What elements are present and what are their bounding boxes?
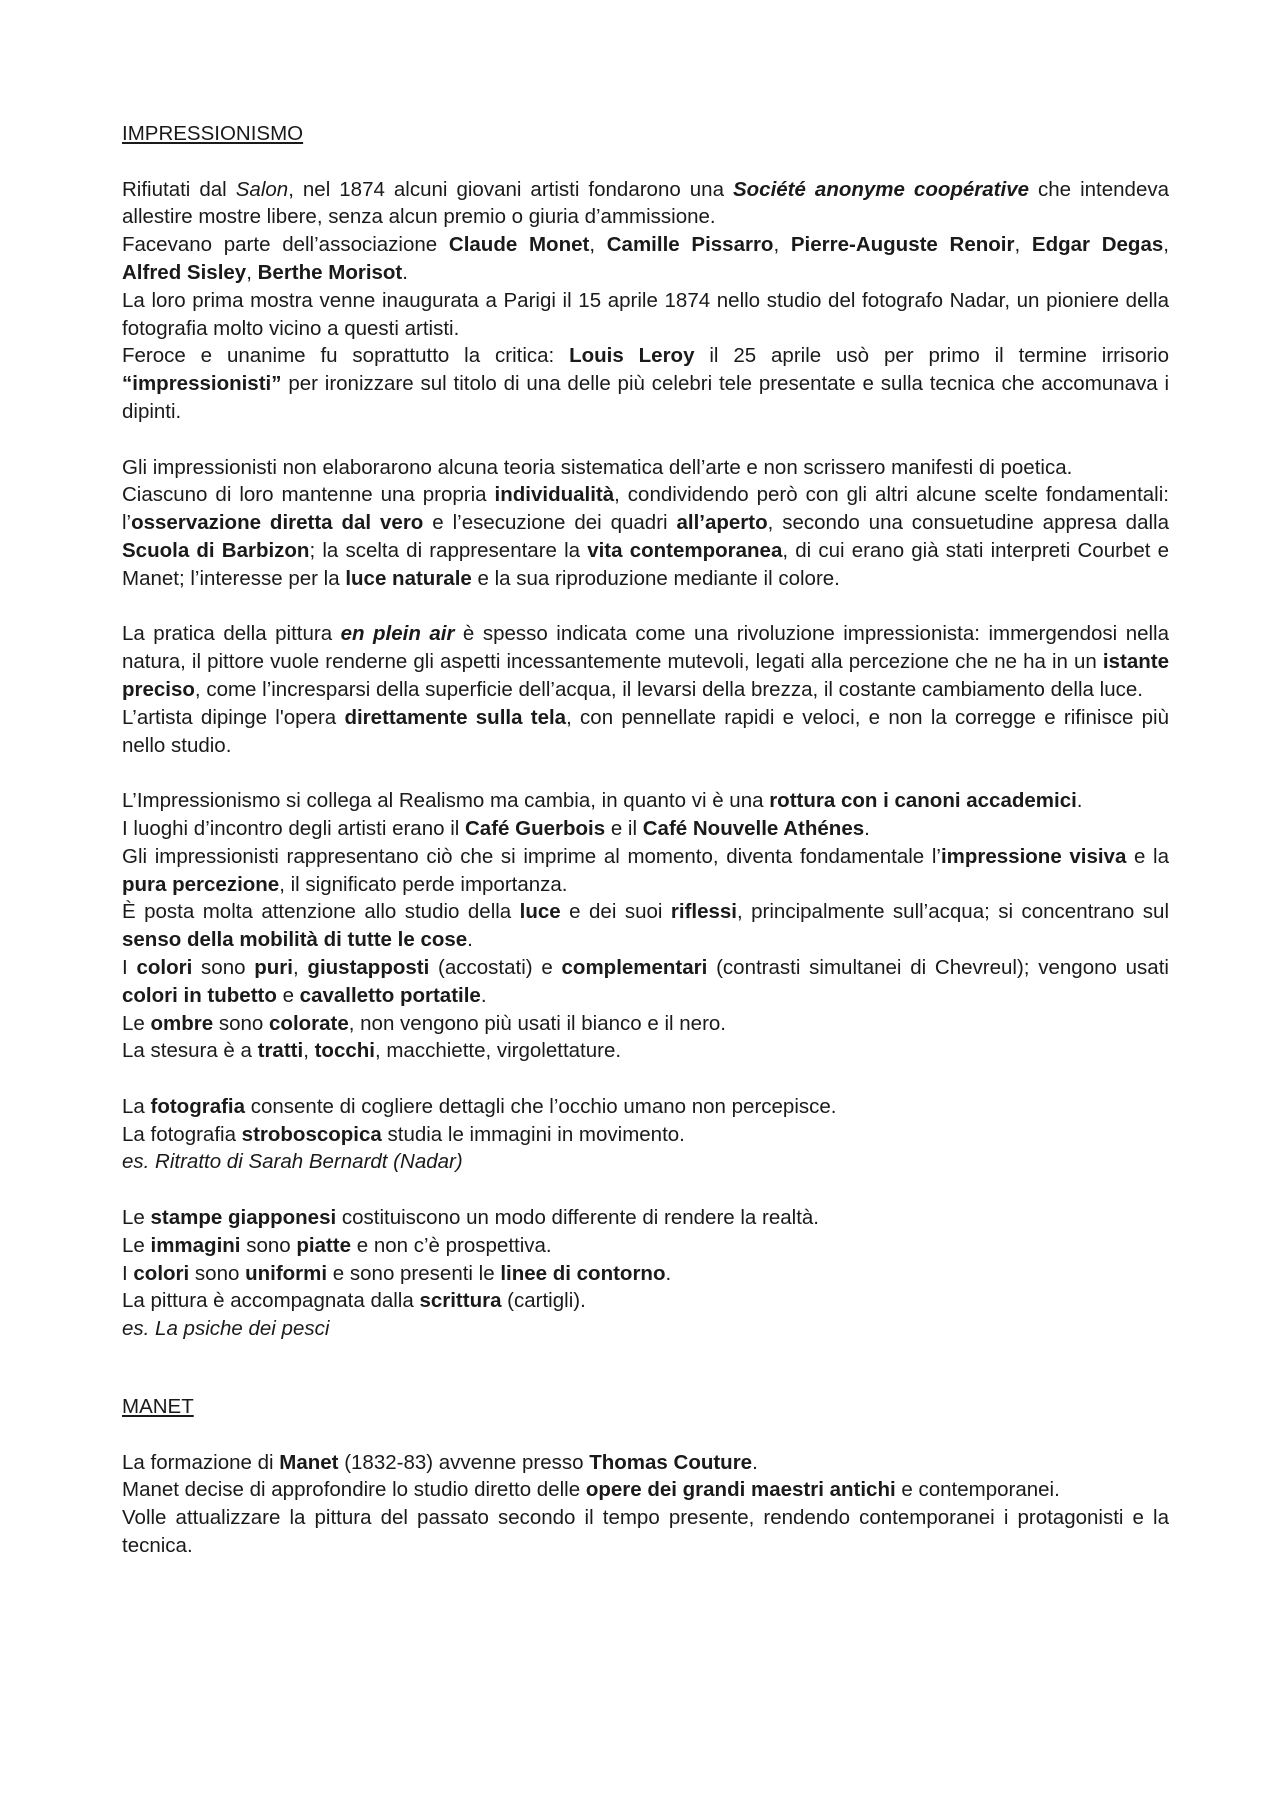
paragraph [122,620,1169,703]
paragraph [122,954,1169,1010]
text-run: (accostati) e [429,955,562,979]
text-run: La fotografia [122,1122,242,1146]
text-run: Rifiutati dal [122,177,236,201]
text-run: La stesura è a [122,1039,258,1063]
bold-text: stampe giapponesi [150,1206,337,1230]
bold-text: Berthe Morisot [257,260,403,284]
text-run: , [303,1039,315,1063]
paragraph [122,342,1169,425]
text-run: È posta molta attenzione allo studio della [122,900,520,924]
text-run: , [292,955,308,979]
text-run: che intendeva allestire mostre libere, senza alcun premio o giuria d’ammissione. [122,177,1169,229]
paragraph [122,1287,1169,1315]
bold-italic-text: Société anonyme coopérative [732,177,1030,201]
text-run: (contrasti simultanei di Chevreul); vengono usati [707,955,1169,979]
bold-text: immagini [150,1233,241,1257]
bold-text: piatte [296,1233,352,1257]
italic-text: Salon [235,177,289,201]
bold-text: direttamente sulla tela [344,705,567,729]
text-run: , secondo una consuetudine appresa dalla [767,511,1169,535]
bold-text: colori in tubetto [122,983,277,1007]
text-run: La pittura è accompagnata dalla [122,1289,420,1313]
text-run: Gli impressionisti rappresentano ciò che si imprime al momento, diventa fondamentale l’ [122,844,941,868]
bold-text: opere dei grandi maestri antichi [585,1478,896,1502]
bold-text: Manet [279,1450,339,1474]
text-run: Le [122,1233,151,1257]
text-run: Ciascuno di loro mantenne una propria [122,483,495,507]
document-page [122,120,1169,1560]
text-run: La [122,1094,151,1118]
block-spacer [122,593,1169,621]
text-run: , macchiette, virgolettature. [374,1039,622,1063]
text-run: (cartigli). [501,1289,586,1313]
text-run: . [402,260,408,284]
text-run: (1832-83) avvenne presso [338,1450,590,1474]
text-run: L’artista dipinge l'opera [122,705,345,729]
paragraph [122,898,1169,954]
paragraph [122,1476,1169,1504]
text-run: ; la scelta di rappresentare la [309,538,588,562]
paragraph [122,704,1169,760]
paragraph [122,176,1169,232]
bold-text: osservazione diretta dal vero [131,511,424,535]
text-run: , con pennellate rapidi e veloci, e non la corregge e rifinisce più nello studio. [122,705,1169,757]
paragraph [122,1232,1169,1260]
heading-spacer [122,1421,1169,1449]
heading-spacer [122,148,1169,176]
text-run: I luoghi d’incontro degli artisti erano il [122,816,465,840]
bold-text: cavalletto portatile [299,983,481,1007]
bold-text: riflessi [670,900,737,924]
bold-text: senso della mobilità di tutte le cose [122,928,468,952]
bold-text: colori [133,1261,190,1285]
paragraph [122,815,1169,843]
text-run: e l’esecuzione dei quadri [423,511,677,535]
text-run: , nel 1874 alcuni giovani artisti fondarono una [288,177,733,201]
text-run: , il significato perde importanza. [279,872,568,896]
text-run: , [589,233,607,257]
text-run: , [1163,233,1169,257]
text-run: , come l’incresparsi della superficie dell’acqua, il levarsi della brezza, il costante cambiamento della luce. [194,677,1143,701]
text-run: , di cui erano già stati interpreti Courbet e Manet; l’interesse per la [122,538,1169,590]
bold-text: tratti [257,1039,304,1063]
text-run: , [1014,233,1032,257]
text-run: . [1076,789,1083,813]
bold-text: “impressionisti” [122,372,282,396]
bold-text: uniformi [245,1261,328,1285]
text-run: consente di cogliere dettagli che l’occhio umano non percepisce. [245,1094,837,1118]
text-run: L’Impressionismo si collega al Realismo ma cambia, in quanto vi è una [122,789,770,813]
bold-text: complementari [561,955,708,979]
text-run: sono [192,955,255,979]
text-run: , [246,260,258,284]
block-spacer [122,1065,1169,1093]
bold-text: luce naturale [345,566,472,590]
paragraph [122,1093,1169,1121]
text-run: per ironizzare sul titolo di una delle più celebri tele presentate e sulla tecnica che accomunava i dipinti. [122,372,1169,423]
text-run: La formazione di [122,1450,280,1474]
bold-text: scrittura [419,1289,502,1313]
text-run: , condividendo però con gli altri alcune scelte fondamentali: l’ [122,483,1169,535]
text-run: e la [1126,844,1169,868]
text-run: e non c’è prospettiva. [351,1233,552,1257]
text-run: costituiscono un modo differente di rendere la realtà. [336,1206,819,1230]
text-run: Facevano parte dell’associazione [122,233,449,257]
text-run: e dei suoi [560,900,671,924]
text-run: sono [213,1011,270,1035]
text-run: . [752,1450,758,1474]
bold-text: colorate [269,1011,349,1035]
paragraph [122,481,1169,592]
section-spacer [122,1343,1169,1393]
text-run: , non vengono più usati il bianco e il nero. [348,1011,726,1035]
text-run: sono [240,1233,297,1257]
bold-text: Claude Monet [448,233,590,257]
text-run: , [773,233,791,257]
paragraph [122,1037,1169,1065]
text-run: e contemporanei. [895,1478,1060,1502]
bold-text: colori [136,955,193,979]
bold-text: vita contemporanea [587,538,783,562]
bold-text: all’aperto [676,511,768,535]
text-run: Le [122,1011,151,1035]
italic-text: es. Ritratto di Sarah Bernardt (Nadar) [122,1150,463,1174]
italic-text: es. La psiche dei pesci [122,1317,330,1341]
text-run: I [122,955,137,979]
bold-italic-text: en plein air [340,622,455,646]
bold-text: fotografia [150,1094,246,1118]
text-run: è spesso indicata come una rivoluzione impressionista: immergendosi nella natura, il pittore vuole renderne gli aspetti incessantemente mutevoli, legati alla percezione che ne ha in un [122,622,1170,674]
bold-text: luce [519,900,561,924]
block-spacer [122,1176,1169,1204]
text-run: . [665,1261,672,1285]
paragraph [122,787,1169,815]
text-run: I [122,1261,134,1285]
paragraph [122,1010,1169,1038]
bold-text: ombre [150,1011,214,1035]
bold-text: Scuola di Barbizon [122,538,310,562]
paragraph [122,1204,1169,1232]
bold-text: Pierre-Auguste Renoir [790,233,1015,257]
bold-text: impressione visiva [940,844,1127,868]
text-run: Gli impressionisti non elaborarono alcuna teoria sistematica dell’arte e non scrissero manifesti di poetica. [122,455,1073,479]
text-run: sono [189,1261,246,1285]
bold-text: Thomas Couture [589,1450,753,1474]
text-run: il 25 aprile usò per primo il termine irrisorio [694,344,1170,368]
text-run: . [480,983,487,1007]
text-run: . [467,928,473,952]
bold-text: Camille Pissarro [606,233,774,257]
bold-text: tocchi [314,1039,375,1063]
bold-text: giustapposti [307,955,430,979]
block-spacer [122,759,1169,787]
paragraph [122,1449,1169,1477]
bold-text: stroboscopica [241,1122,382,1146]
paragraph [122,454,1169,482]
text-run: e la sua riproduzione mediante il colore. [471,566,840,590]
bold-text: Alfred Sisley [122,260,247,284]
text-run: , principalmente sull’acqua; si concentrano sul [737,900,1169,924]
text-run: e [276,983,300,1007]
text-run: e sono presenti le [327,1261,501,1285]
text-run: studia le immagini in movimento. [381,1122,685,1146]
text-run: . [864,816,870,840]
text-run: Volle attualizzare la pittura del passato secondo il tempo presente, rendendo contemporanei i protagonisti e la tecnica. [122,1506,1169,1558]
paragraph [122,1148,1169,1176]
bold-text: Edgar Degas [1031,233,1164,257]
paragraph [122,1504,1169,1560]
text-run: La loro prima mostra venne inaugurata a Parigi il 15 aprile 1874 nello studio del fotografo Nadar, un pioniere della fotografia molto vicino a questi artisti. [122,288,1169,340]
bold-text: pura percezione [122,872,280,896]
paragraph [122,287,1169,343]
text-run: e il [605,816,643,840]
text-run: La pratica della pittura [122,622,341,646]
bold-text: Louis Leroy [569,344,695,368]
section-heading: MANET [122,1395,194,1419]
bold-text: istante preciso [122,650,1169,701]
bold-text: linee di contorno [500,1261,666,1285]
text-run: Le [122,1206,151,1230]
section-heading: IMPRESSIONISMO [122,122,304,145]
bold-text: rottura con i canoni accademici [769,789,1077,813]
bold-text: individualità [494,483,615,507]
paragraph [122,1260,1169,1288]
bold-text: puri [254,955,293,979]
text-run: Manet decise di approfondire lo studio diretto delle [122,1478,586,1502]
paragraph [122,843,1169,899]
bold-text: Café Nouvelle Athénes [642,816,865,840]
block-spacer [122,426,1169,454]
text-run: Feroce e unanime fu soprattutto la critica: [122,344,570,368]
paragraph [122,1315,1169,1343]
paragraph [122,231,1169,287]
bold-text: Café Guerbois [465,816,606,840]
paragraph [122,1121,1169,1149]
